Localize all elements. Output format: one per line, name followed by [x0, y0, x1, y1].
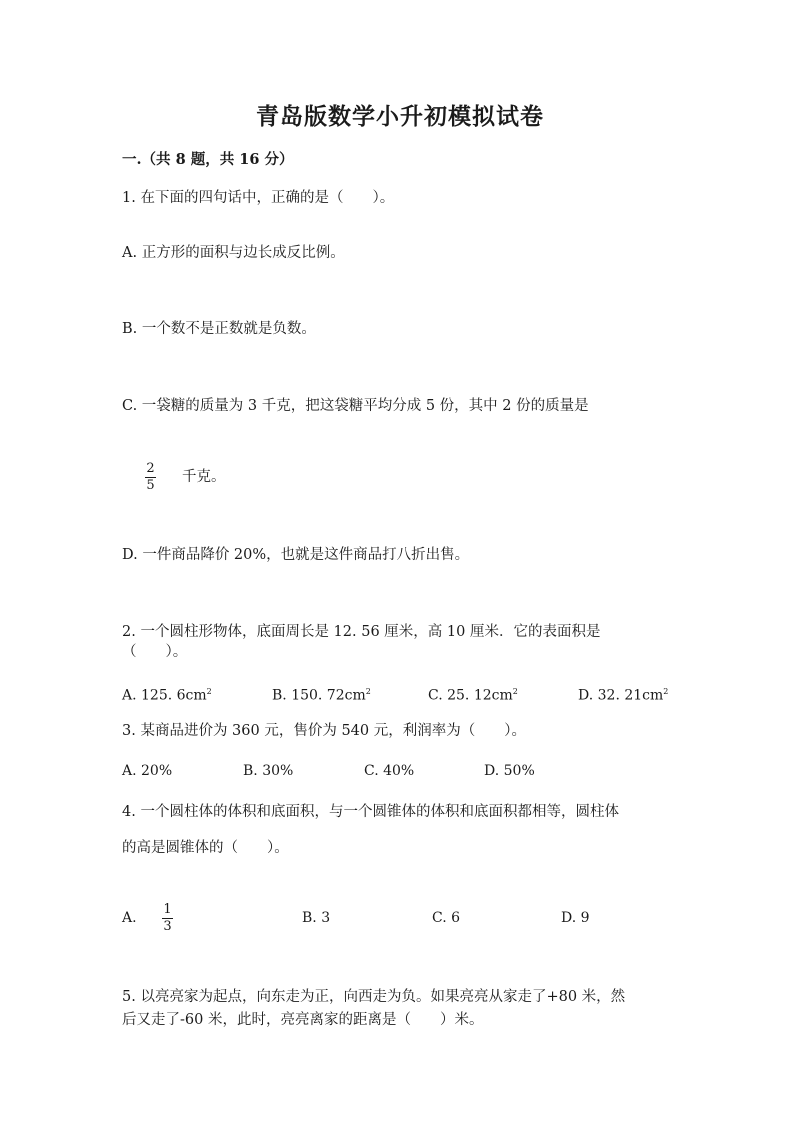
question-3-option-b: B. 30%	[243, 763, 294, 779]
question-3-option-d: D. 50%	[484, 763, 535, 779]
question-4-option-b: B. 3	[302, 910, 331, 926]
question-1-option-c: C. 一袋糖的质量为 3 千克，把这袋糖平均分成 5 份，其中 2 份的质量是	[122, 398, 589, 414]
question-4-stem-line1: 4. 一个圆柱体的体积和底面积，与一个圆锥体的体积和底面积都相等，圆柱体	[122, 804, 619, 820]
fraction-numerator: 2	[146, 461, 155, 476]
question-5-stem-line1: 5. 以亮亮家为起点，向东走为正，向西走为负。如果亮亮从家走了+80 米，然	[122, 989, 626, 1005]
question-1-option-a: A. 正方形的面积与边长成反比例。	[122, 245, 345, 261]
question-2-stem-line1: 2. 一个圆柱形物体，底面周长是 12. 56 厘米，高 10 厘米．它的表面积是	[122, 624, 601, 640]
question-2-option-d: D. 32. $21cm^2$	[578, 687, 669, 704]
question-1-stem: 1. 在下面的四句话中，正确的是（ ）。	[122, 190, 395, 206]
question-1-option-d: D. 一件商品降价 20%，也就是这件商品打八折出售。	[122, 547, 470, 563]
page-title: 青岛版数学小升初模拟试卷	[256, 103, 544, 130]
question-2-option-b: B. 150. $72cm^2$	[272, 687, 371, 704]
question-1-option-c-unit: 千克。	[182, 469, 226, 485]
question-4-option-a-label: A.	[122, 910, 137, 926]
fraction-denominator: 5	[146, 478, 155, 493]
question-2-option-a: A. 125. $6cm^2$	[122, 687, 212, 704]
fraction-numerator: 1	[163, 902, 172, 917]
section-heading: 一.（共 8 题，共 16 分）	[122, 151, 294, 168]
question-3-option-a: A. 20%	[122, 763, 173, 779]
fraction-denominator: 3	[163, 919, 172, 934]
question-3-stem: 3. 某商品进价为 360 元，售价为 540 元，利润率为（ ）。	[122, 723, 526, 739]
question-2-stem-line2: （ ）。	[122, 644, 188, 660]
question-2-option-c: C. 25. $12cm^2$	[428, 687, 518, 704]
question-3-option-c: C. 40%	[364, 763, 415, 779]
question-1-option-b: B. 一个数不是正数就是负数。	[122, 321, 316, 337]
question-5-stem-line2: 后又走了-60 米，此时，亮亮离家的距离是（ ）米。	[122, 1012, 484, 1028]
question-1-option-c-fraction	[145, 462, 156, 493]
question-4-option-c: C. 6	[432, 910, 461, 926]
question-4-option-a-fraction	[162, 903, 173, 934]
question-4-stem-line2: 的高是圆锥体的（ ）。	[122, 840, 289, 856]
question-4-option-d: D. 9	[561, 910, 590, 926]
